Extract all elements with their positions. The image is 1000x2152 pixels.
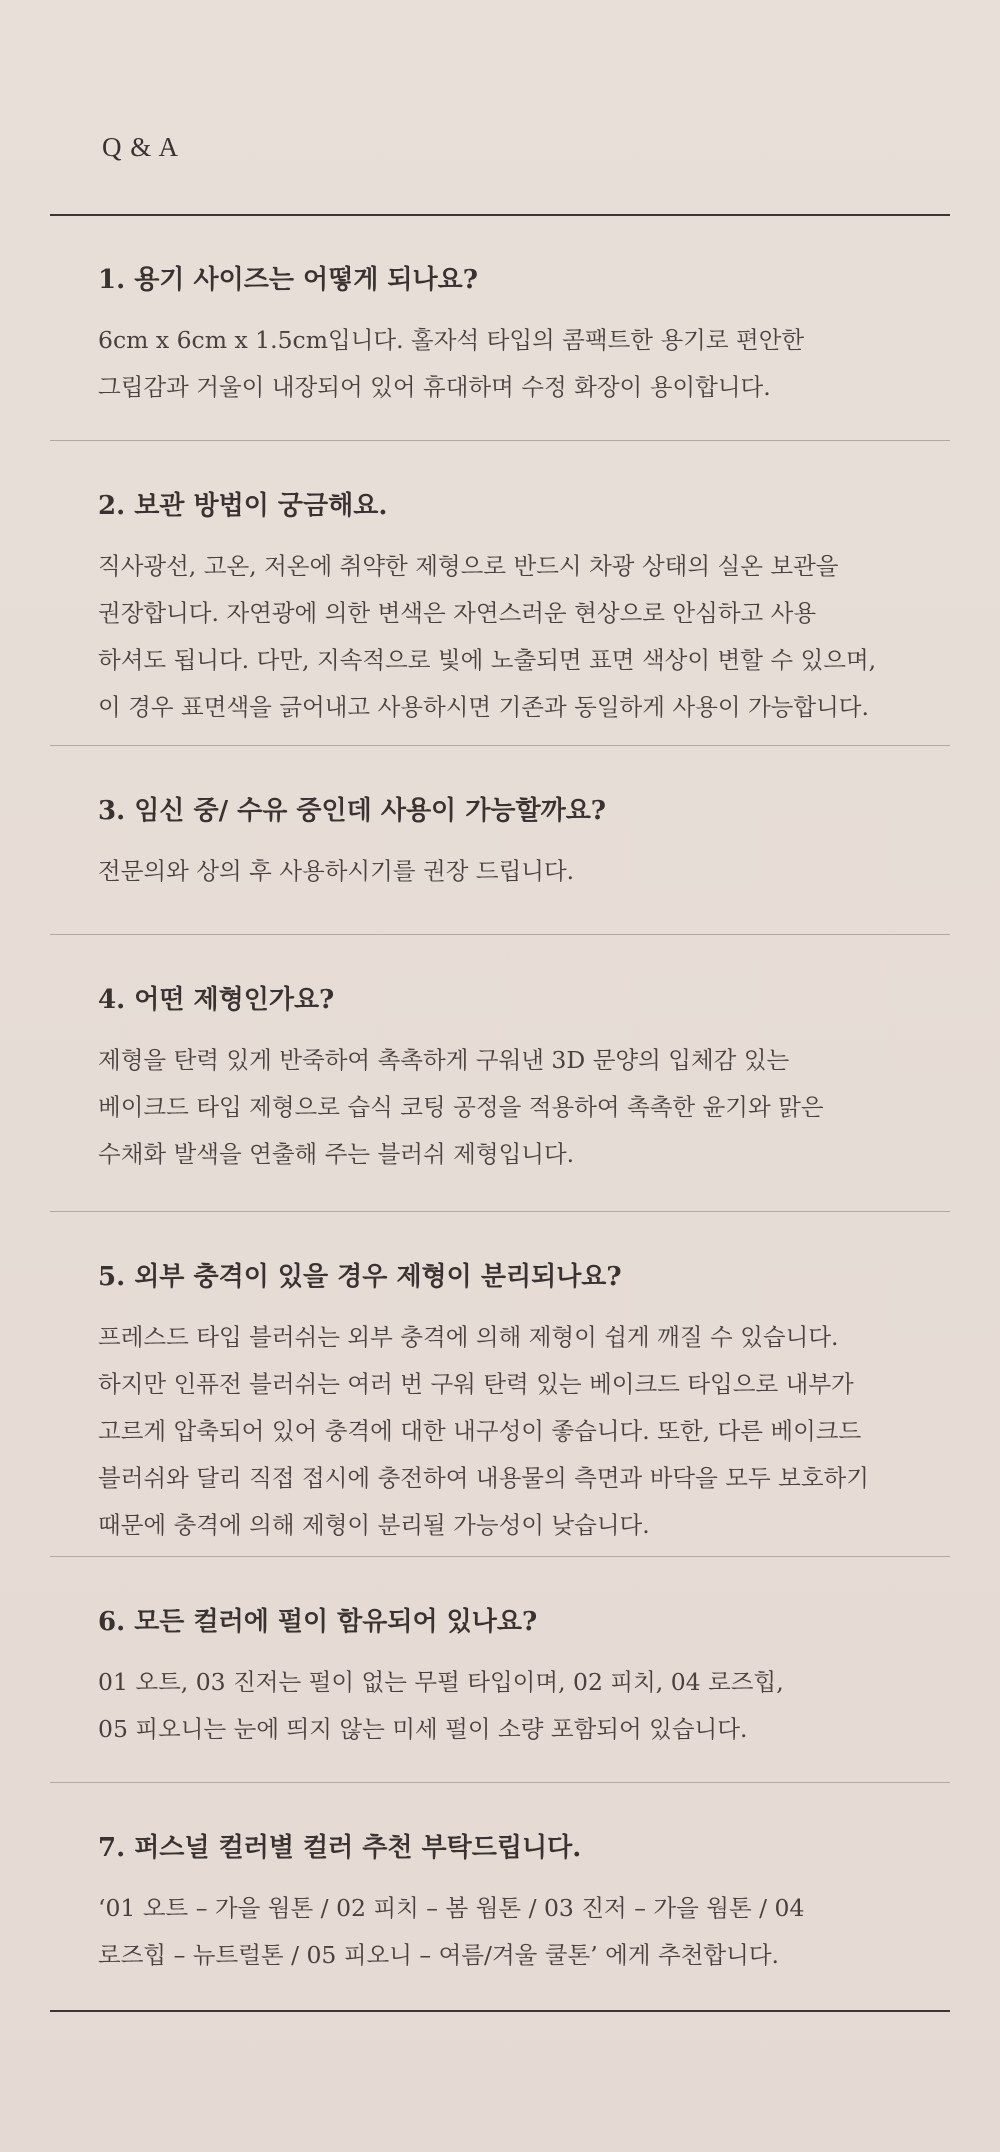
faq-answer-line: 고르게 압축되어 있어 충격에 대한 내구성이 좋습니다. 또한, 다른 베이크드 xyxy=(98,1417,862,1445)
faq-divider xyxy=(50,745,950,746)
faq-question: 7. 퍼스널 컬러별 컬러 추천 부탁드립니다. xyxy=(98,1833,582,1863)
faq-item-3 xyxy=(98,794,938,895)
faq-item-5 xyxy=(98,1260,938,1549)
faq-divider xyxy=(50,1782,950,1783)
faq-item-7 xyxy=(98,1831,938,1979)
faq-answer xyxy=(98,1037,938,1178)
faq-divider xyxy=(50,1556,950,1557)
faq-item-4 xyxy=(98,983,938,1178)
footer-divider xyxy=(50,2010,950,2012)
faq-answer-line: ‘01 오트 – 가을 웜톤 / 02 피치 – 봄 웜톤 / 03 진저 – 가을 웜톤 / 04 xyxy=(98,1894,805,1922)
faq-divider xyxy=(50,934,950,935)
faq-question: 3. 임신 중/ 수유 중인데 사용이 가능할까요? xyxy=(98,796,607,826)
faq-answer-line: 때문에 충격에 의해 제형이 분리될 가능성이 낮습니다. xyxy=(98,1511,650,1539)
faq-answer-line: 권장합니다. 자연광에 의한 변색은 자연스러운 현상으로 안심하고 사용 xyxy=(98,599,817,627)
faq-answer xyxy=(98,543,938,731)
faq-divider xyxy=(50,1211,950,1212)
faq-answer-line: 로즈힙 – 뉴트럴톤 / 05 피오니 – 여름/겨울 쿨톤’ 에게 추천합니다. xyxy=(98,1941,779,1969)
faq-answer-line: 제형을 탄력 있게 반죽하여 촉촉하게 구워낸 3D 문양의 입체감 있는 xyxy=(98,1046,790,1074)
faq-item-1 xyxy=(98,263,938,411)
faq-question: 6. 모든 컬러에 펄이 함유되어 있나요? xyxy=(98,1607,538,1637)
faq-answer-line: 6cm x 6cm x 1.5cm입니다. 홀자석 타입의 콤팩트한 용기로 편안한 xyxy=(98,326,805,354)
faq-answer-line: 01 오트, 03 진저는 펄이 없는 무펄 타입이며, 02 피치, 04 로즈힙, xyxy=(98,1668,784,1696)
faq-answer-line: 수채화 발색을 연출해 주는 블러쉬 제형입니다. xyxy=(98,1140,575,1168)
faq-answer-line: 하지만 인퓨전 블러쉬는 여러 번 구워 탄력 있는 베이크드 타입으로 내부가 xyxy=(98,1370,854,1398)
faq-answer-line: 이 경우 표면색을 긁어내고 사용하시면 기존과 동일하게 사용이 가능합니다. xyxy=(98,693,869,721)
faq-answer xyxy=(98,848,938,895)
faq-answer-line: 전문의와 상의 후 사용하시기를 권장 드립니다. xyxy=(98,857,575,885)
faq-question: 1. 용기 사이즈는 어떻게 되나요? xyxy=(98,265,478,295)
faq-question: 5. 외부 충격이 있을 경우 제형이 분리되나요? xyxy=(98,1262,622,1292)
faq-answer-line: 직사광선, 고온, 저온에 취약한 제형으로 반드시 차광 상태의 실온 보관을 xyxy=(98,552,839,580)
faq-question: 2. 보관 방법이 궁금해요. xyxy=(98,491,388,521)
faq-answer xyxy=(98,1659,938,1753)
faq-answer xyxy=(98,317,938,411)
faq-answer-line: 05 피오니는 눈에 띄지 않는 미세 펄이 소량 포함되어 있습니다. xyxy=(98,1715,748,1743)
faq-question: 4. 어떤 제형인가요? xyxy=(98,985,335,1015)
header-divider xyxy=(50,214,950,216)
faq-answer-line: 블러쉬와 달리 직접 접시에 충전하여 내용물의 측면과 바닥을 모두 보호하기 xyxy=(98,1464,869,1492)
faq-divider xyxy=(50,440,950,441)
faq-answer xyxy=(98,1314,938,1549)
faq-item-2 xyxy=(98,489,938,731)
faq-answer-line: 프레스드 타입 블러쉬는 외부 충격에 의해 제형이 쉽게 깨질 수 있습니다. xyxy=(98,1323,839,1351)
faq-answer-line: 그립감과 거울이 내장되어 있어 휴대하며 수정 화장이 용이합니다. xyxy=(98,373,771,401)
faq-item-6 xyxy=(98,1605,938,1753)
qa-page xyxy=(50,0,950,2152)
faq-answer-line: 베이크드 타입 제형으로 습식 코팅 공정을 적용하여 촉촉한 윤기와 맑은 xyxy=(98,1093,824,1121)
faq-answer-line: 하셔도 됩니다. 다만, 지속적으로 빛에 노출되면 표면 색상이 변할 수 있으며, xyxy=(98,646,877,674)
faq-answer xyxy=(98,1885,938,1979)
page-title: Q & A xyxy=(102,132,180,162)
